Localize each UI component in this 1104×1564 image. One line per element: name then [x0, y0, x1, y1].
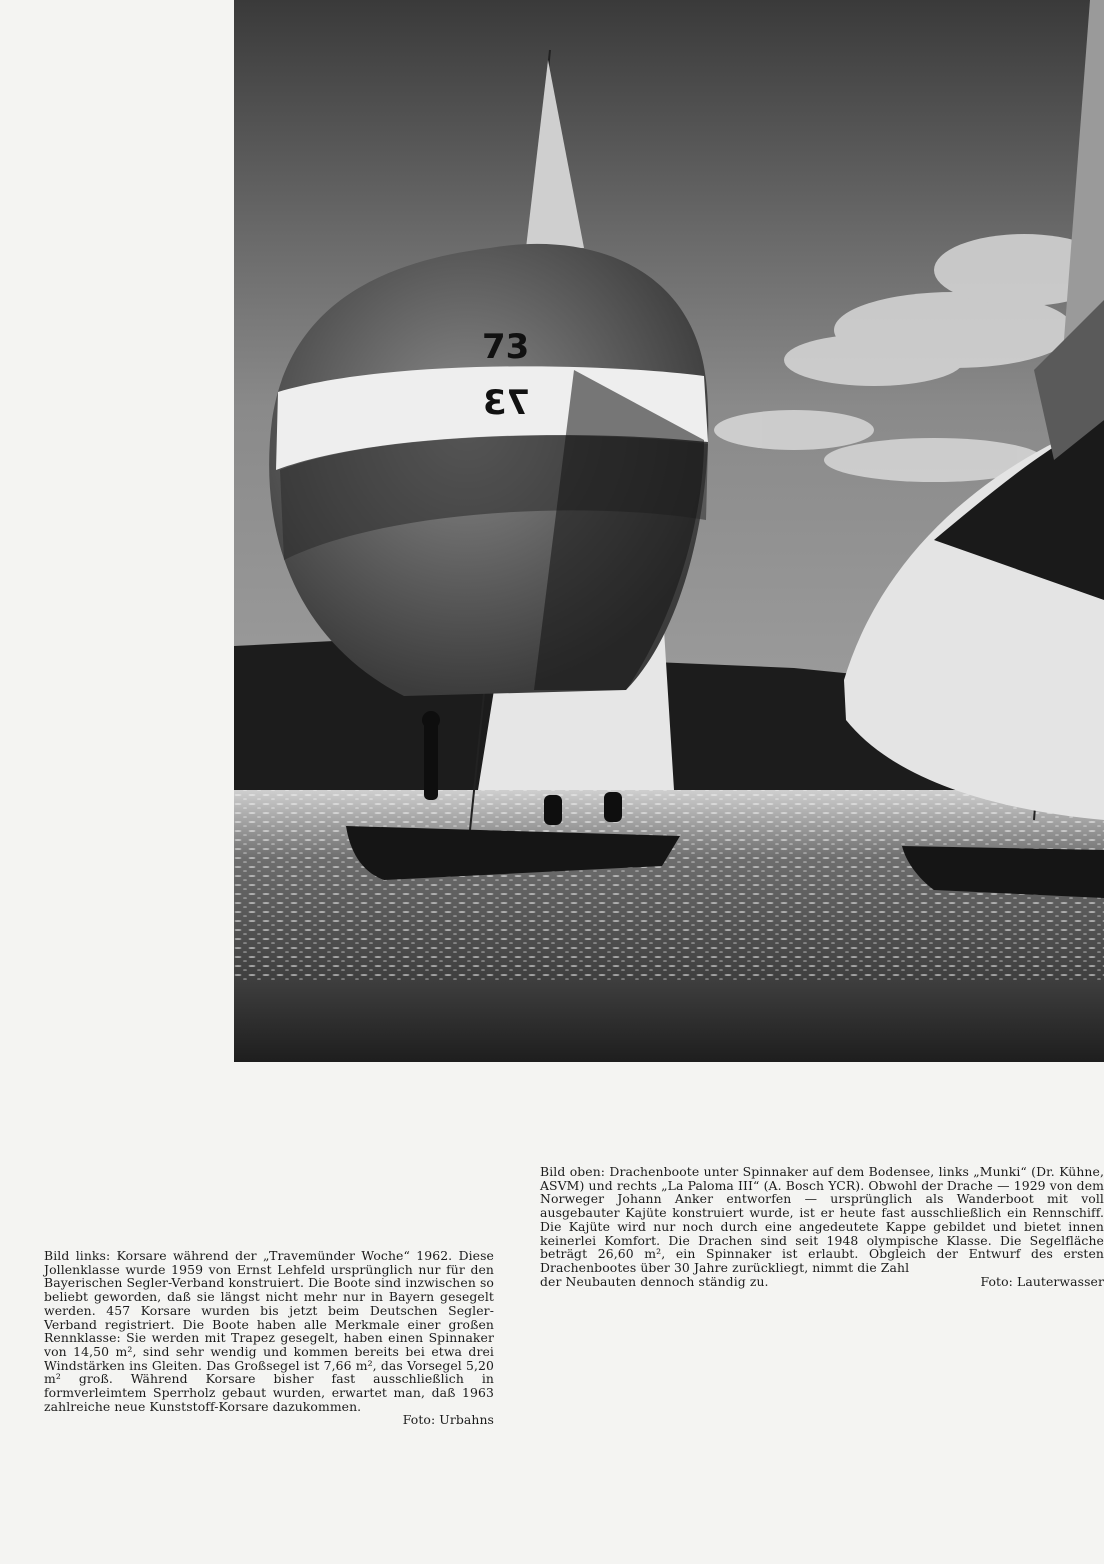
spinnaker	[269, 244, 708, 696]
caption-left-text: Bild links: Korsare während der „Travemünder Woche“ 1962. Diese Jollenklasse wurde 1959 von Ernst Lehfeld ursprünglich nur für den Bayerischen Segler-Verband konstruiert. Die Boote sind inzwischen so beliebt geworden, daß sie längst nicht mehr nur in Bayern gesegelt werden. 457 Korsare wurden bis jetzt beim Deutschen Segler-Verband registriert. Die Boote haben alle Merkmale einer großen Rennklasse: Sie werden mit Trapez gesegelt, haben einen Spinnaker von 14,50 m², sind sehr wendig und kommen bereits bei etwa drei Windstärken ins Gleiten. Das Großsegel ist 7,66 m², das Vorsegel 5,20 m² groß. Während Korsare bisher fast ausschließlich in formverleimtem Sperrholz gebaut wurden, erwartet man, daß 1963 zahlreiche neue Kunststoff-Korsare dazukommen.	[44, 1248, 494, 1414]
caption-left	[44, 1249, 494, 1427]
caption-right-last-line	[540, 1275, 1104, 1289]
sailing-photo	[234, 0, 1104, 1062]
caption-right	[540, 1165, 1104, 1288]
caption-right-text: Bild oben: Drachenboote unter Spinnaker auf dem Bodensee, links „Munki“ (Dr. Kühne, ASVM) und rechts „La Paloma III“ (A. Bosch YCR). Obwohl der Drache — 1929 von dem Norweger Johann Anker entworfen — ursprünglich als Wanderboot mit voll ausgebauter Kajüte konstruiert wurde, ist er heute fast ausschließlich ein Rennschiff. Die Kajüte wird nur noch durch eine angedeutete Kappe gebildet und bietet innen keinerlei Komfort. Die Drachen sind seit 1948 olympische Klasse. Die Segelfläche beträgt 26,60 m², ein Spinnaker ist erlaubt. Obgleich der Entwurf des ersten Drachenbootes über 30 Jahre zurückliegt, nimmt die Zahl	[540, 1164, 1104, 1275]
sail-number-mirrored: 73	[482, 383, 530, 423]
caption-right-last-text: der Neubauten dennoch ständig zu.	[540, 1273, 769, 1289]
caption-left-credit: Foto: Urbahns	[402, 1412, 494, 1428]
dragon-boats-image	[234, 0, 1104, 1062]
sail-number: 73	[482, 327, 530, 367]
caption-right-credit: Foto: Lauterwasser	[980, 1273, 1104, 1289]
